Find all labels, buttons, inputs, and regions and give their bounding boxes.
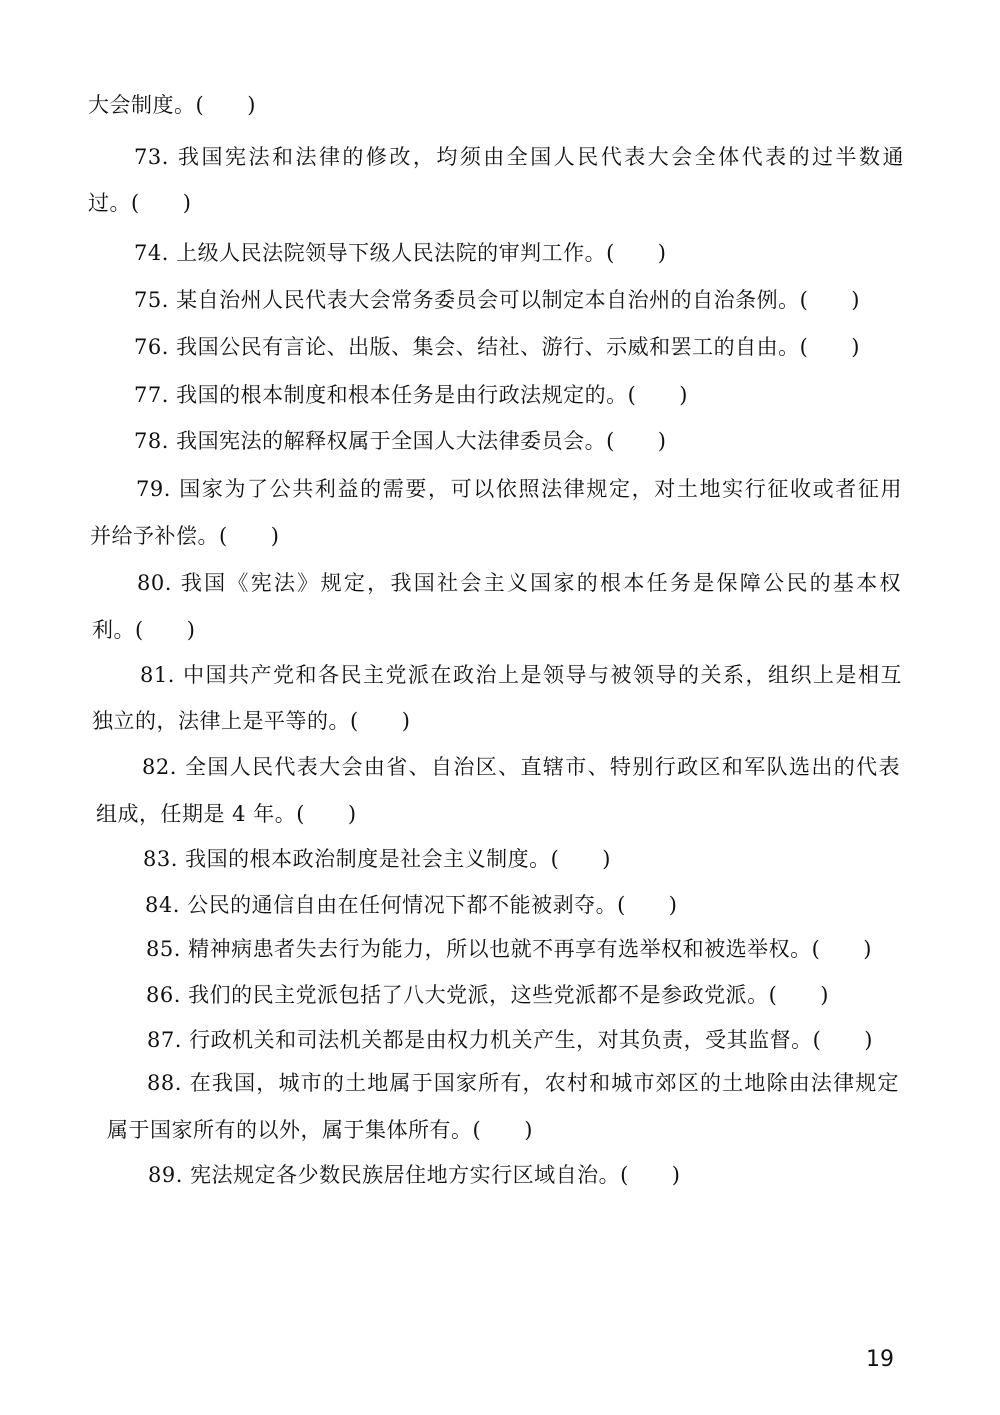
question-77: 77. 我国的根本制度和根本任务是由行政法规定的。( ) (134, 383, 688, 407)
question-78: 78. 我国宪法的解释权属于全国人大法律委员会。( ) (134, 429, 667, 453)
text-line: 并给予补偿。( ) (90, 524, 280, 548)
question-76: 76. 我国公民有言论、出版、集会、结社、游行、示威和罢工的自由。( ) (134, 335, 860, 359)
page-number: 19 (866, 1347, 894, 1372)
question-80: 80. 我国《宪法》规定，我国社会主义国家的根本任务是保障公民的基本权 (137, 571, 901, 595)
question-86: 86. 我们的民主党派包括了八大党派，这些党派都不是参政党派。( ) (146, 983, 829, 1007)
question-83: 83. 我国的根本政治制度是社会主义制度。( ) (143, 847, 611, 871)
text-line: 组成，任期是 4 年。( ) (96, 802, 357, 826)
text-line: 独立的，法律上是平等的。( ) (92, 709, 411, 733)
question-75: 75. 某自治州人民代表大会常务委员会可以制定本自治州的自治条例。( ) (134, 288, 860, 312)
question-89: 89. 宪法规定各少数民族居住地方实行区域自治。( ) (148, 1163, 681, 1187)
text-line: 大会制度。( ) (88, 93, 256, 117)
question-88: 88. 在我国，城市的土地属于国家所有，农村和城市郊区的土地除由法律规定 (147, 1071, 899, 1095)
question-87: 87. 行政机关和司法机关都是由权力机关产生，对其负责，受其监督。( ) (147, 1028, 873, 1052)
text-line: 利。( ) (92, 618, 196, 642)
question-79: 79. 国家为了公共利益的需要，可以依照法律规定，对土地实行征收或者征用 (136, 477, 902, 501)
text-line: 属于国家所有的以外，属于集体所有。( ) (107, 1118, 533, 1142)
question-74: 74. 上级人民法院领导下级人民法院的审判工作。( ) (134, 241, 667, 265)
text-line: 过。( ) (88, 191, 192, 215)
question-82: 82. 全国人民代表大会由省、自治区、直辖市、特别行政区和军队选出的代表 (142, 755, 900, 779)
question-81: 81. 中国共产党和各民主党派在政治上是领导与被领导的关系，组织上是相互 (140, 663, 902, 687)
question-85: 85. 精神病患者失去行为能力，所以也就不再享有选举权和被选举权。( ) (146, 937, 872, 961)
question-73: 73. 我国宪法和法律的修改，均须由全国人民代表大会全体代表的过半数通 (134, 145, 904, 169)
question-84: 84. 公民的通信自由在任何情况下都不能被剥夺。( ) (145, 893, 678, 917)
